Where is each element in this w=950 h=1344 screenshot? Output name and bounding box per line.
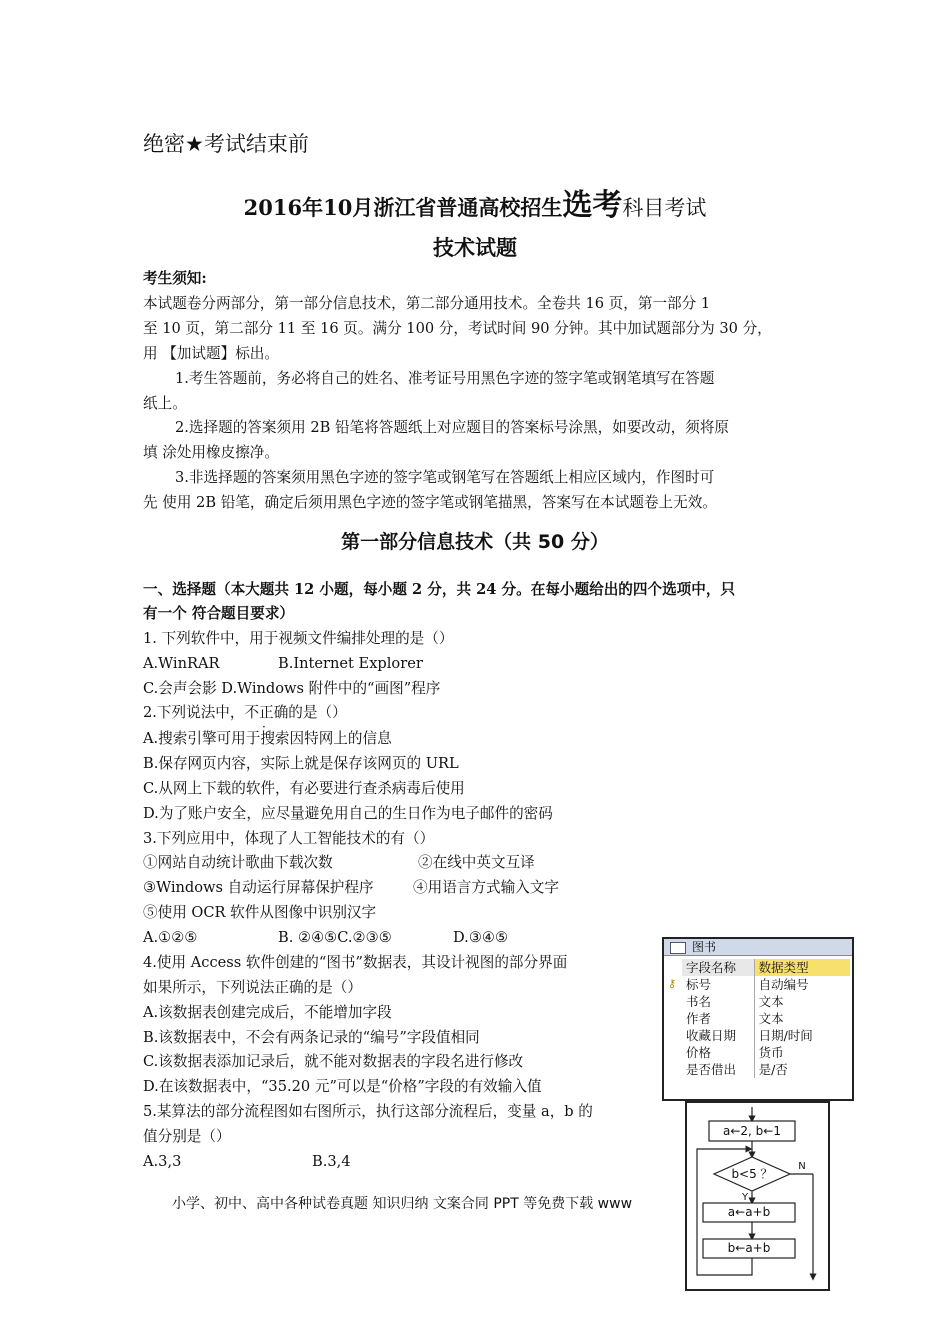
q3-item-3: ③Windows 自动运行屏幕保护程序 <box>143 879 374 896</box>
q2-emphasis: 不正确 <box>244 704 289 721</box>
q3-option-d: D.③④⑤ <box>453 929 509 946</box>
access-table-titlebar <box>664 939 852 956</box>
data-type: 文本 <box>758 994 784 1009</box>
field-name: 是否借出 <box>682 1061 755 1078</box>
q5-option-a: A.3,3 <box>143 1153 182 1170</box>
title-big: 选考 <box>562 188 623 223</box>
data-type: 日期/时间 <box>758 1028 813 1043</box>
data-type: 文本 <box>758 1011 784 1026</box>
part1-title: 第一部分信息技术（共 50 分） <box>341 531 609 553</box>
q4-option-a: A.该数据表创建完成后，不能增加字段 <box>143 1004 392 1021</box>
access-field-grid <box>682 959 850 1078</box>
q2-post: 的是（） <box>288 704 347 721</box>
exam-title <box>0 180 950 224</box>
question-5: 5.某算法的部分流程图如右图所示，执行这部分流程后，变量 a，b 的 <box>143 1103 593 1120</box>
q2-option-a: A.搜索引擎可用于搜索因特网上的信息 <box>143 730 392 747</box>
exam-subtitle: 技术试题 <box>433 235 517 260</box>
q3-item-1: ①网站自动统计歌曲下载次数 <box>143 854 333 871</box>
init-text: a←2, b←1 <box>723 1124 781 1138</box>
notice-line: 先 使用 2B 铅笔，确定后须用黑色字迹的签字笔或钢笔描黑，答案写在本试题卷上无效。 <box>143 494 717 511</box>
header-field-name: 字段名称 <box>682 959 755 976</box>
q4-option-b: B.该数据表中，不会有两条记录的“编号”字段值相同 <box>143 1029 480 1046</box>
access-row <box>682 993 850 1010</box>
section-heading-cont: 有一个 符合题目要求） <box>143 605 295 622</box>
q2-pre: 2.下列说法中， <box>143 704 245 721</box>
section-heading: 一、选择题（本大题共 12 小题，每小题 2 分，共 24 分。在每小题给出的四个选项中，只 <box>143 581 736 598</box>
notice-line: 2.选择题的答案须用 2B 铅笔将答题纸上对应题目的答案标号涂黑，如要改动，须将原 <box>175 419 729 436</box>
title-pre: 2016年10月浙江省普通高校招生 <box>243 195 563 220</box>
access-row <box>682 1061 850 1078</box>
access-row <box>682 1044 850 1061</box>
notice-line: 3.非选择题的答案须用黑色字迹的签字笔或钢笔写在答题纸上相应区域内，作图时可 <box>175 469 715 486</box>
condition-text: b<5 ？ <box>731 1167 773 1181</box>
notice-heading: 考生须知: <box>143 270 207 287</box>
flowchart-figure <box>685 1101 830 1291</box>
notice-line: 纸上。 <box>143 395 187 412</box>
step1-text: a←a+b <box>727 1205 771 1219</box>
q3-option-bc: B. ②④⑤C.②③⑤ <box>278 929 392 946</box>
question-4-cont: 如果所示，下列说法正确的是（） <box>143 979 362 996</box>
question-1: 1. 下列软件中，用于视频文件编排处理的是（） <box>143 630 454 647</box>
data-type: 是/否 <box>758 1062 788 1077</box>
question-2 <box>143 701 347 725</box>
question-5-cont: 值分别是（） <box>143 1128 231 1145</box>
field-name: 收藏日期 <box>682 1027 755 1044</box>
data-type: 货币 <box>758 1045 784 1060</box>
no-label: N <box>798 1161 806 1172</box>
yes-label: Y <box>741 1192 749 1203</box>
secret-label: 绝密★考试结束前 <box>143 132 309 156</box>
access-row <box>682 1010 850 1027</box>
primary-key-icon: ⚷ <box>668 977 677 990</box>
question-3: 3.下列应用中，体现了人工智能技术的有（） <box>143 830 435 847</box>
q4-option-d: D.在该数据表中，“35.20 元”可以是“价格”字段的有效输入值 <box>143 1078 542 1095</box>
q3-option-a: A.①②⑤ <box>143 929 198 946</box>
access-table-figure <box>662 937 854 1101</box>
flowchart-svg <box>687 1103 828 1289</box>
q2-option-c: C.从网上下载的软件，有必要进行查杀病毒后使用 <box>143 780 465 797</box>
question-4: 4.使用 Access 软件创建的“图书”数据表，其设计视图的部分界面 <box>143 954 568 971</box>
access-row <box>682 1027 850 1044</box>
header-data-type: 数据类型 <box>755 959 850 976</box>
q4-option-c: C.该数据表添加记录后，就不能对数据表的字段名进行修改 <box>143 1053 524 1070</box>
q3-item-4: ④用语言方式输入文字 <box>413 879 559 896</box>
step2-text: b←a+b <box>727 1241 771 1255</box>
footer-text: 小学、初中、高中各种试卷真题 知识归纳 文案合同 PPT 等免费下载 www <box>172 1196 633 1212</box>
table-icon <box>670 942 686 954</box>
notice-line: 填 涂处用橡皮擦净。 <box>143 444 279 461</box>
access-header-row <box>682 959 850 976</box>
q1-option-b: B.Internet Explorer <box>278 655 423 672</box>
q1-option-a: A.WinRAR <box>143 655 220 672</box>
notice-line: 本试题卷分两部分，第一部分信息技术，第二部分通用技术。全卷共 16 页，第一部分 1 <box>143 295 711 312</box>
data-type: 自动编号 <box>758 977 809 992</box>
access-table-title: 图书 <box>692 940 717 954</box>
q1-option-cd: C.会声会影 D.Windows 附件中的“画图”程序 <box>143 680 441 697</box>
q3-item-5: ⑤使用 OCR 软件从图像中识别汉字 <box>143 904 377 921</box>
field-name: 价格 <box>682 1044 755 1061</box>
field-name: 书名 <box>682 993 755 1010</box>
notice-line: 1.考生答题前，务必将自己的姓名、准考证号用黑色字迹的签字笔或钢笔填写在答题 <box>175 370 715 387</box>
notice-line: 用 【加试题】标出。 <box>143 345 279 362</box>
field-name: 标号 <box>682 976 755 993</box>
title-post: 科目考试 <box>622 196 707 220</box>
access-row <box>682 976 850 993</box>
q5-option-b: B.3,4 <box>312 1153 351 1170</box>
q2-option-b: B.保存网页内容，实际上就是保存该网页的 URL <box>143 755 459 772</box>
notice-line: 至 10 页，第二部分 11 至 16 页。满分 100 分，考试时间 90 分钟。其中加试题部分为 30 分， <box>143 320 772 337</box>
q2-option-d: D.为了账户安全，应尽量避免用自己的生日作为电子邮件的密码 <box>143 805 553 822</box>
q3-item-2: ②在线中英文互译 <box>418 854 535 871</box>
field-name: 作者 <box>682 1010 755 1027</box>
